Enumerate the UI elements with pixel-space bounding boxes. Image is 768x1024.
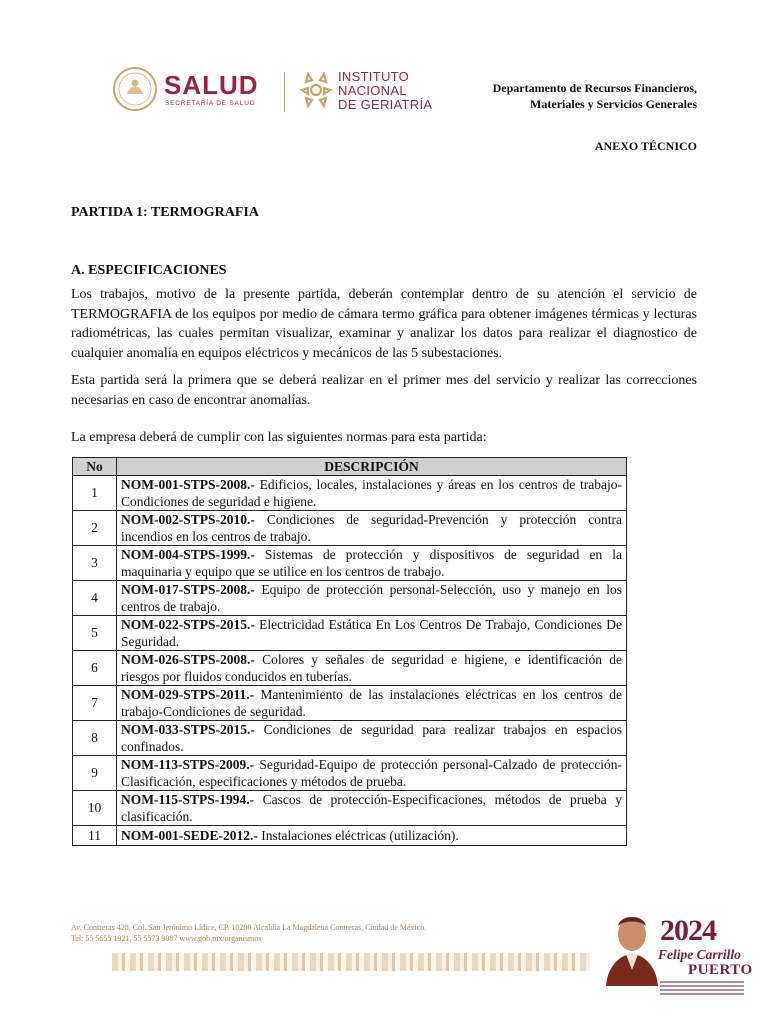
row-description: [117, 825, 627, 845]
paragraph-3: La empresa deberá de cumplir con las siguientes normas para esta partida:: [71, 430, 487, 445]
inger-line-1: INSTITUTO: [338, 69, 410, 84]
norm-description: Condiciones de seguridad-Prevención y protección contra incendios en los centros de trabajo.: [121, 511, 622, 544]
norm-code: NOM-002-STPS-2010.-: [121, 511, 255, 527]
row-description: [117, 545, 627, 580]
row-description: [117, 580, 627, 615]
row-description: [117, 475, 627, 510]
row-number: 5: [73, 615, 117, 650]
table-row: [73, 755, 627, 790]
salud-logo: [112, 66, 272, 114]
logo-divider: [284, 72, 285, 112]
norm-code: NOM-022-STPS-2015.-: [121, 616, 255, 632]
table-row: [73, 475, 627, 510]
norm-code: NOM-001-SEDE-2012.-: [121, 827, 258, 843]
table-row: [73, 825, 627, 845]
footer-address-line: Av. Contreras 428, Col. San Jerónimo Lídice, CP. 10200 Alcaldía La Magdalena Contreras, Ciudad de México.: [71, 923, 427, 932]
row-description: [117, 615, 627, 650]
norm-description: Instalaciones eléctricas (utilización).: [257, 827, 459, 843]
norm-description: Condiciones de seguridad para realizar trabajos en espacios confinados.: [121, 721, 622, 754]
norm-description: Colores y señales de seguridad e higiene, e identificación de riesgos por fluidos conducidos en tuberías.: [121, 651, 622, 684]
section-heading: A. ESPECIFICACIONES: [71, 263, 227, 278]
footer-contact-line: Tel: 55 5655 1921, 55 5573 9087 www.gob.mx/organismos: [71, 934, 262, 943]
inger-line-2: NACIONAL: [338, 83, 407, 98]
row-number: 9: [73, 755, 117, 790]
national-seal-icon: [112, 66, 158, 112]
page-header: [0, 0, 768, 130]
norm-code: NOM-113-STPS-2009.-: [121, 756, 255, 772]
salud-wordmark: SALUD: [164, 70, 259, 100]
norm-description: Electricidad Estática En Los Centros De Trabajo, Condiciones De Seguridad.: [121, 616, 622, 649]
department-line-2: Materiales y Servicios Generales: [530, 97, 697, 111]
commemoration-name: Felipe Carrillo: [658, 947, 741, 962]
table-header-row: [73, 457, 627, 475]
row-number: 11: [73, 825, 117, 845]
row-description: [117, 755, 627, 790]
table-row: [73, 615, 627, 650]
norm-description: Sistemas de protección y dispositivos de seguridad en la maquinaria y equipo que se utilice en los centros de trabajo.: [121, 546, 622, 579]
department-name: [493, 80, 697, 112]
norm-description: Cascos de protección-Especificaciones, métodos de prueba y clasificación.: [121, 791, 622, 824]
table-row: [73, 650, 627, 685]
table-row: [73, 510, 627, 545]
footer-address: [71, 922, 426, 944]
commemoration-place: PUERTO: [688, 962, 753, 978]
row-number: 6: [73, 650, 117, 685]
norm-code: NOM-029-STPS-2011.-: [121, 686, 255, 702]
year-logo-text: 2024: [660, 914, 716, 947]
row-description: [117, 720, 627, 755]
footer-ornament-band: [112, 953, 590, 971]
row-number: 4: [73, 580, 117, 615]
inger-wordmark: [338, 70, 432, 112]
column-header-description: DESCRIPCIÓN: [117, 457, 627, 475]
row-description: [117, 510, 627, 545]
commemoration-subtext-lines: [660, 981, 744, 997]
row-number: 10: [73, 790, 117, 825]
norm-description: Mantenimiento de las instalaciones eléctricas en los centros de trabajo-Condiciones de seguridad.: [121, 686, 622, 719]
norms-table-body: [73, 475, 627, 845]
table-row: [73, 545, 627, 580]
geriatrics-emblem-icon: [298, 70, 334, 110]
document-body: [71, 205, 697, 846]
row-description: [117, 650, 627, 685]
row-description: [117, 790, 627, 825]
norm-description: Equipo de protección personal-Selección, uso y manejo en los centros de trabajo.: [121, 581, 622, 614]
table-row: [73, 580, 627, 615]
row-number: 3: [73, 545, 117, 580]
paragraph-2: Esta partida será la primera que se deberá realizar en el primer mes del servicio y realizar las correcciones necesarias en caso de encontrar anomalías.: [71, 373, 697, 408]
row-description: [117, 685, 627, 720]
row-number: 8: [73, 720, 117, 755]
table-row: [73, 790, 627, 825]
row-number: 2: [73, 510, 117, 545]
norm-description: Seguridad-Equipo de protección personal-Calzado de protección-Clasificación, especificaciones y métodos de prueba.: [121, 756, 622, 789]
norm-code: NOM-001-STPS-2008.-: [121, 476, 255, 492]
salud-subtitle: SECRETARÍA DE SALUD: [165, 100, 256, 107]
annex-label: ANEXO TÉCNICO: [594, 139, 697, 153]
norm-description: Edificios, locales, instalaciones y áreas en los centros de trabajo-Condiciones de seguridad e higiene.: [121, 476, 622, 509]
portrait-illustration-icon: [600, 908, 660, 986]
column-header-no: No: [73, 457, 117, 475]
norm-code: NOM-004-STPS-1999.-: [121, 546, 255, 562]
row-number: 1: [73, 475, 117, 510]
inger-logo: [298, 68, 438, 116]
row-number: 7: [73, 685, 117, 720]
paragraph-1: Los trabajos, motivo de la presente partida, deberán contemplar dentro de su atención el servicio de TERMOGRAFIA de los equipos por medio de cámara termo gráfica para obtener imágenes térmicas y lecturas radiométricas, las cuales permitan visualizar, examinar y analizar los datos para realizar el diagnostico de cualquier anomalía en equipos eléctricos y mecánicos de las 5 subestaciones.: [71, 287, 697, 361]
norms-table: [72, 457, 627, 846]
norm-code: NOM-033-STPS-2015.-: [121, 721, 255, 737]
table-row: [73, 685, 627, 720]
table-row: [73, 720, 627, 755]
norm-code: NOM-017-STPS-2008.-: [121, 581, 255, 597]
department-line-1: Departamento de Recursos Financieros,: [492, 81, 697, 95]
norm-code: NOM-026-STPS-2008.-: [121, 651, 255, 667]
inger-line-3: DE GERIATRÍA: [338, 97, 433, 112]
norm-code: NOM-115-STPS-1994.-: [121, 791, 255, 807]
document-title: PARTIDA 1: TERMOGRAFIA: [71, 205, 259, 220]
